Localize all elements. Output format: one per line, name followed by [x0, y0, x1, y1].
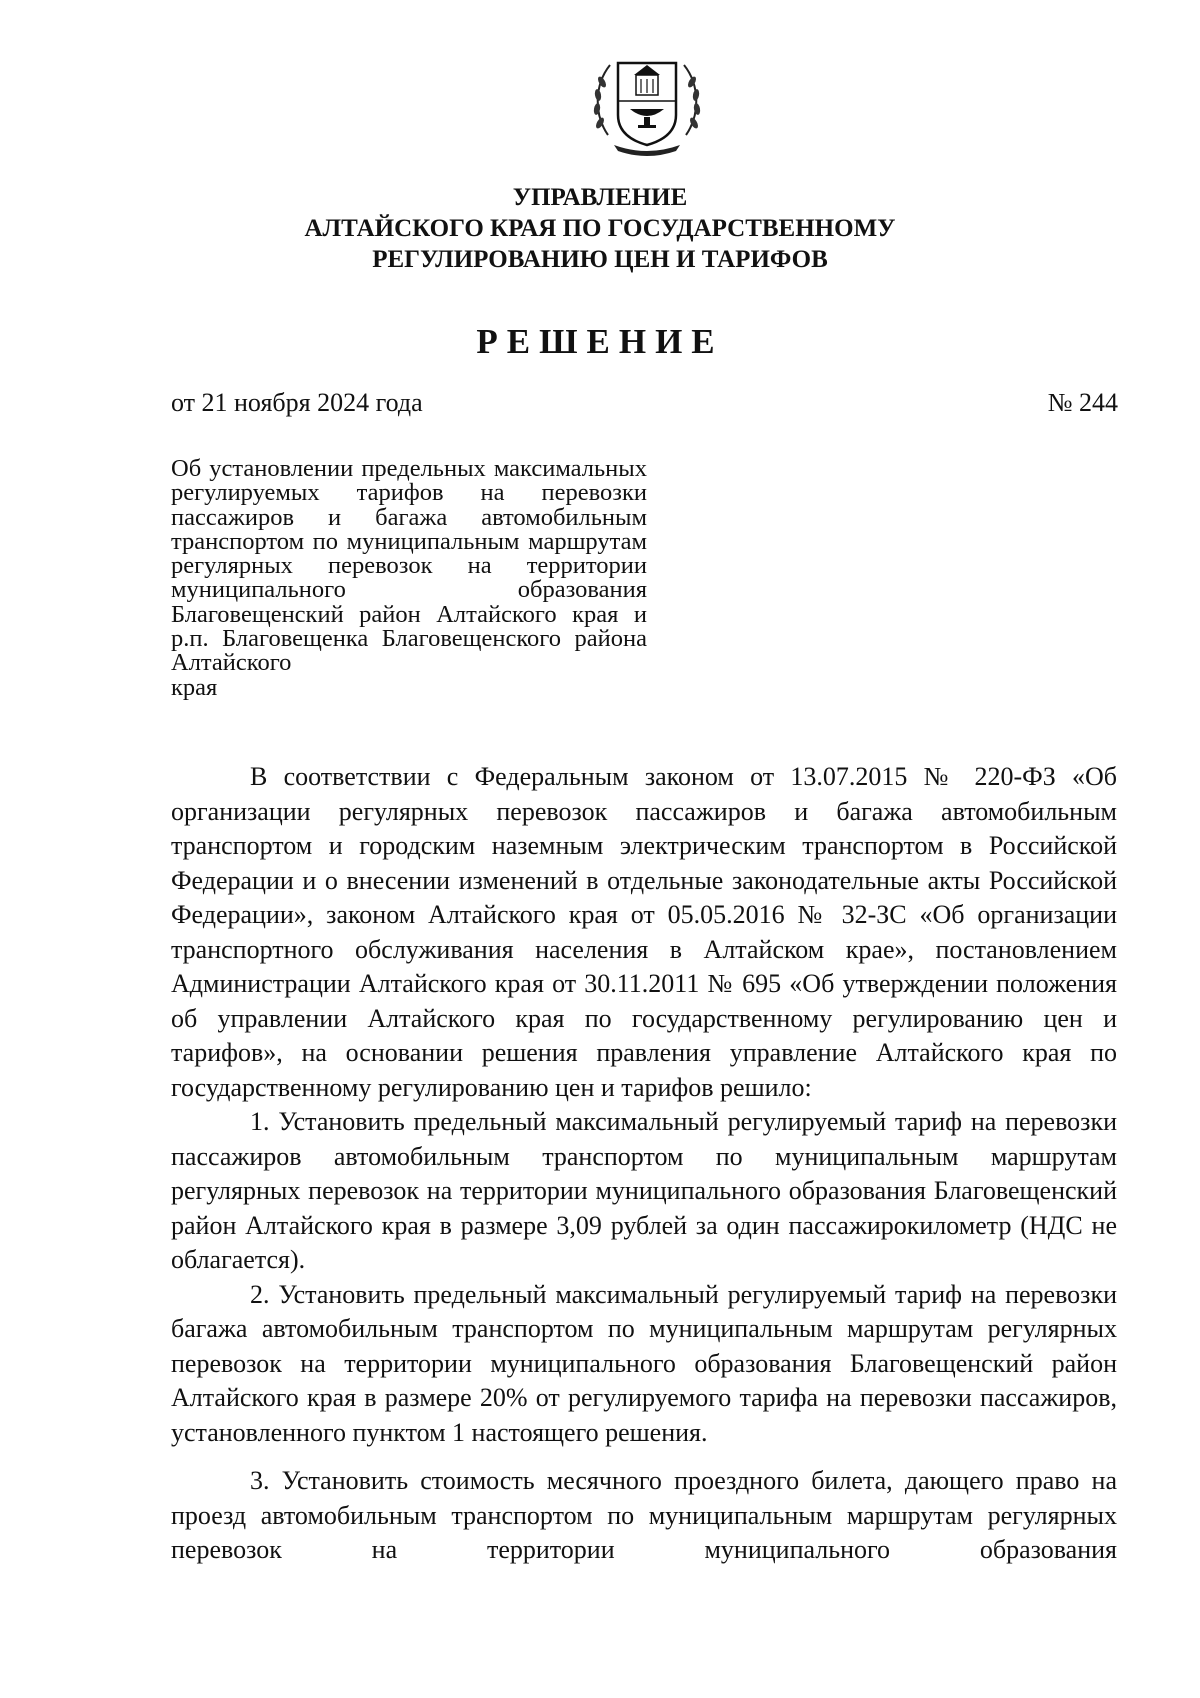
item-3-paragraph: 3. Установить стоимость месячного проездного билета, дающего право на проезд автомобильным транспортом по муниципальным маршрутам регулярных перевозок на территории муниципального образования	[171, 1466, 1117, 1564]
item-2-paragraph: 2. Установить предельный максимальный регулируемый тариф на перевозки багажа автомобильным транспортом по муниципальным маршрутам регулярных перевозок на территории муниципального образования Благовещенский район Алтайского края в размере 20% от регулируемого тарифа на перевозки пассажиров, установленного пунктом 1 настоящего решения.	[171, 1279, 1117, 1447]
authority-line-3: РЕГУЛИРОВАНИЮ ЦЕН И ТАРИФОВ	[372, 246, 828, 273]
authority-line-2: АЛТАЙСКОГО КРАЯ ПО ГОСУДАРСТВЕННОМУ	[304, 215, 896, 242]
item-1-paragraph: 1. Установить предельный максимальный регулируемый тариф на перевозки пассажиров автомобильным транспортом по муниципальным маршрутам регулярных перевозок на территории муниципального образования Благовещенский район Алтайского края в размере 3,09 рублей за один пассажирокилометр (НДС не облагается).	[171, 1107, 1117, 1274]
authority-line-1: УПРАВЛЕНИЕ	[512, 184, 688, 211]
subject-text: Об установлении предельных максимальных регулируемых тарифов на перевозки пассажиров и багажа автомобильным транспортом по муниципальным маршрутам регулярных перевозок на территории муниципального образования Благовещенский район Алтайского края и р.п. Благовещенка Благовещенского района Алтайского	[171, 455, 647, 677]
coat-of-arms-icon	[588, 45, 706, 160]
issuing-authority	[0, 182, 1200, 275]
preamble-paragraph: В соответствии с Федеральным законом от 13.07.2015 № 220-ФЗ «Об организации регулярных перевозок пассажиров и багажа автомобильным транспортом и городским наземным электрическим транспортом в Российской Федерации и о внесении изменений в отдельные законодательные акты Российской Федерации», законом Алтайского края от 05.05.2016 № 32-ЗС «Об организации транспортного обслуживания населения в Алтайском крае», постановлением Администрации Алтайского края от 30.11.2011 № 695 «Об утверждении положения об управлении Алтайского края по государственному регулированию цен и тарифов», на основании решения правления управление Алтайского края по государственному регулированию цен и тарифов решило:	[171, 762, 1117, 1102]
document-date: от 21 ноября 2024 года	[171, 388, 423, 417]
document-type-heading: РЕШЕНИЕ	[476, 322, 724, 361]
document-number: № 244	[1047, 388, 1118, 417]
document-subject	[171, 457, 647, 700]
document-body	[171, 760, 1117, 1568]
subject-last-word: края	[171, 673, 218, 701]
